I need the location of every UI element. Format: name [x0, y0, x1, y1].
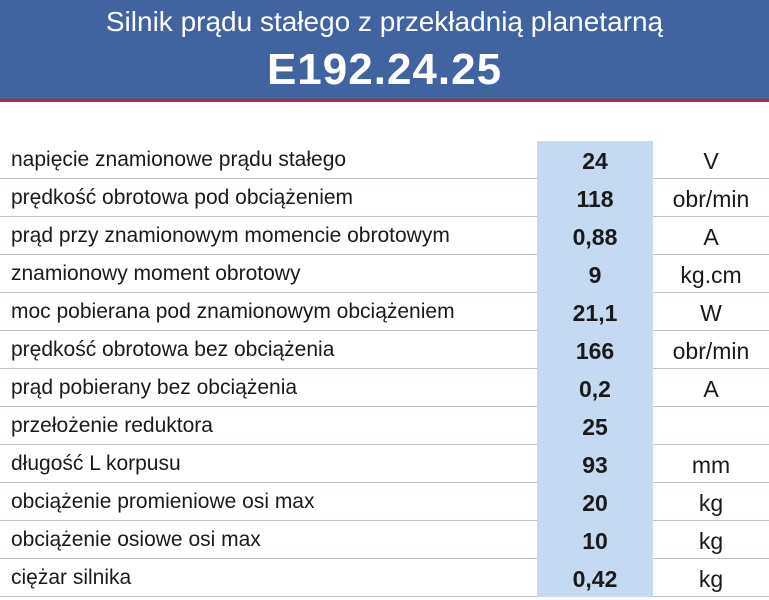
spec-value: 9: [537, 255, 653, 293]
spec-label: prędkość obrotowa pod obciążeniem: [11, 186, 354, 209]
spec-unit: kg.cm: [680, 262, 742, 288]
spec-value: 10: [537, 521, 653, 559]
spec-unit: A: [703, 224, 719, 250]
spec-unit: obr/min: [672, 186, 750, 212]
table-row: [0, 331, 769, 369]
spec-label: obciążenie osiowe osi max: [11, 528, 261, 551]
table-row: [0, 293, 769, 331]
spec-value: 25: [537, 407, 653, 445]
spec-unit: A: [703, 376, 719, 402]
table-row: [0, 407, 769, 445]
spec-value: 0,42: [537, 559, 653, 597]
table-row: [0, 217, 769, 255]
spec-value: 118: [537, 179, 653, 217]
table-row: [0, 255, 769, 293]
spec-value: 93: [537, 445, 653, 483]
spec-label: prąd pobierany bez obciążenia: [11, 376, 298, 399]
spec-unit: obr/min: [672, 338, 750, 364]
table-row: [0, 559, 769, 597]
spec-label: moc pobierana pod znamionowym obciążeniem: [11, 300, 455, 323]
spec-unit: W: [700, 300, 722, 326]
spec-value: 0,88: [537, 217, 653, 255]
spec-value: 20: [537, 483, 653, 521]
table-row: [0, 483, 769, 521]
table-row: [0, 179, 769, 217]
spec-unit: kg: [698, 490, 724, 516]
spec-label: prędkość obrotowa bez obciążenia: [11, 338, 335, 361]
spec-label: napięcie znamionowe prądu stałego: [11, 148, 347, 171]
spec-label: znamionowy moment obrotowy: [11, 262, 301, 285]
spec-label: długość L korpusu: [11, 452, 181, 475]
spec-unit: mm: [691, 452, 731, 478]
spec-label: przełożenie reduktora: [11, 414, 213, 437]
spec-label: obciążenie promieniowe osi max: [11, 490, 315, 513]
spec-value: 166: [537, 331, 653, 369]
table-row: [0, 141, 769, 179]
table-row: [0, 369, 769, 407]
spec-unit: kg: [698, 528, 724, 554]
header-banner: [0, 0, 769, 102]
model-number: E192.24.25: [266, 45, 503, 94]
table-row: [0, 445, 769, 483]
table-row: [0, 521, 769, 559]
spec-table: [0, 141, 769, 597]
spec-value: 0,2: [537, 369, 653, 407]
spec-unit: V: [703, 148, 719, 174]
spec-label: prąd przy znamionowym momencie obrotowym: [11, 224, 450, 247]
spec-value: 21,1: [537, 293, 653, 331]
spec-value: 24: [537, 141, 653, 179]
spec-label: ciężar silnika: [11, 566, 132, 589]
spec-unit: [653, 407, 769, 444]
spec-unit: kg: [698, 566, 724, 592]
product-subtitle: Silnik prądu stałego z przekładnią planetarną: [105, 6, 664, 37]
